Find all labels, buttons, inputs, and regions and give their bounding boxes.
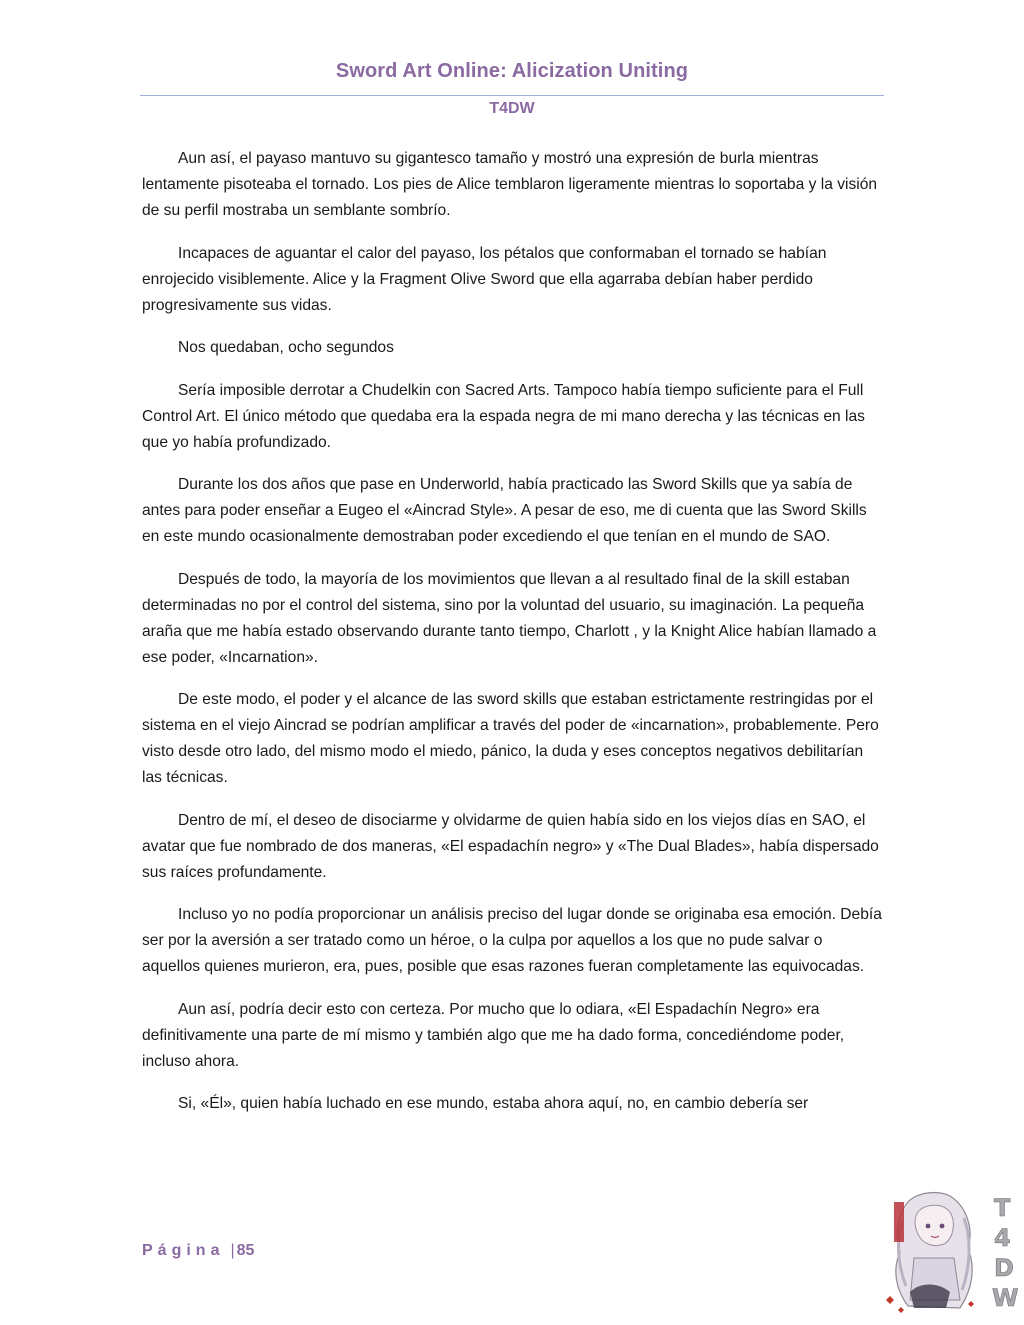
header-divider [140, 95, 884, 96]
paragraph: Dentro de mí, el deseo de disociarme y olvidarme de quien había sido en los viejos días en SAO, el avatar que fue nombrado de dos maneras, «El espadachín negro» y «The Dual Blades», había dispersado sus raíces profundamente. [142, 811, 879, 881]
paragraph: Incluso yo no podía proporcionar un análisis preciso del lugar donde se originaba esa emoción. Debía ser por la aversión a ser tratado como un héroe, o la culpa por aquellos a los que no pude salvar o aquellos quienes murieron, era, pues, posible que esas razones fueran completamente las equivocadas. [142, 906, 882, 975]
body-text [142, 146, 882, 1134]
book-title: Sword Art Online: Alicization Uniting [335, 60, 689, 82]
translator-credit: T4DW [489, 100, 535, 117]
watermark-letter: W [992, 1284, 1019, 1312]
paragraph: Aun así, el payaso mantuvo su gigantesco tamaño y mostró una expresión de burla mientras lentamente pisoteaba el tornado. Los pies de Alice temblaron ligeramente mientras lo soportaba y la visión de su perfil mostraba un semblante sombrío. [142, 150, 878, 219]
watermark-letter: D [994, 1254, 1014, 1282]
paragraph: Después de todo, la mayoría de los movimientos que llevan a al resultado final de la skill estaban determinadas no por el control del sistema, sino por la voluntad del usuario, su imaginación. La pequeña araña que me había estado observando durante tanto tiempo, Charlott , y la Knight Alice habían llamado a ese poder, «Incarnation». [142, 570, 877, 666]
t4dw-watermark-logo [880, 1182, 1020, 1322]
paragraph: Aun así, podría decir esto con certeza. Por mucho que lo odiara, «El Espadachín Negro» era definitivamente una parte de mí mismo y también algo que me ha dado forma, concediéndome poder, incluso ahora. [142, 1000, 845, 1070]
paragraph: Durante los dos años que pase en Underworld, había practicado las Sword Skills que ya sabía de antes para poder enseñar a Eugeo el «Aincrad Style». A pesar de eso, me di cuenta que las Sword Skills en este mundo ocasionalmente demostraban poder excediendo el que tenían en el mundo de SAO. [142, 476, 867, 545]
page-number: 85 [236, 1242, 255, 1259]
page-footer [142, 1242, 254, 1260]
paragraph: De este modo, el poder y el alcance de las sword skills que estaban estrictamente restringidas por el sistema en el viejo Aincrad se podrían amplificar a través del poder de «incarnation», probablemente. Pero visto desde otro lado, del mismo modo el miedo, pánico, la duda y eses conceptos negativos debilitarían las técnicas. [142, 691, 879, 786]
paragraph: Incapaces de aguantar el calor del payaso, los pétalos que conformaban el tornado se habían enrojecido visiblemente. Alice y la Fragment Olive Sword que ella agarraba debían haber perdido progresivamente sus vidas. [142, 244, 827, 314]
watermark-letter: 4 [994, 1224, 1011, 1252]
watermark-letter: T [994, 1194, 1011, 1222]
paragraph: Sería imposible derrotar a Chudelkin con Sacred Arts. Tampoco había tiempo suficiente para el Full Control Art. El único método que quedaba era la espada negra de mi mano derecha y las técnicas en las que yo había profundizado. [142, 381, 865, 451]
paragraph: Si, «Él», quien había luchado en ese mundo, estaba ahora aquí, no, en cambio debería ser [178, 1095, 809, 1112]
page-label: Página [142, 1242, 225, 1259]
footer-separator: | [230, 1242, 235, 1259]
character-illustration [886, 1193, 974, 1313]
watermark-letters [992, 1194, 1018, 1312]
paragraph: Nos quedaban, ocho segundos [178, 339, 394, 356]
